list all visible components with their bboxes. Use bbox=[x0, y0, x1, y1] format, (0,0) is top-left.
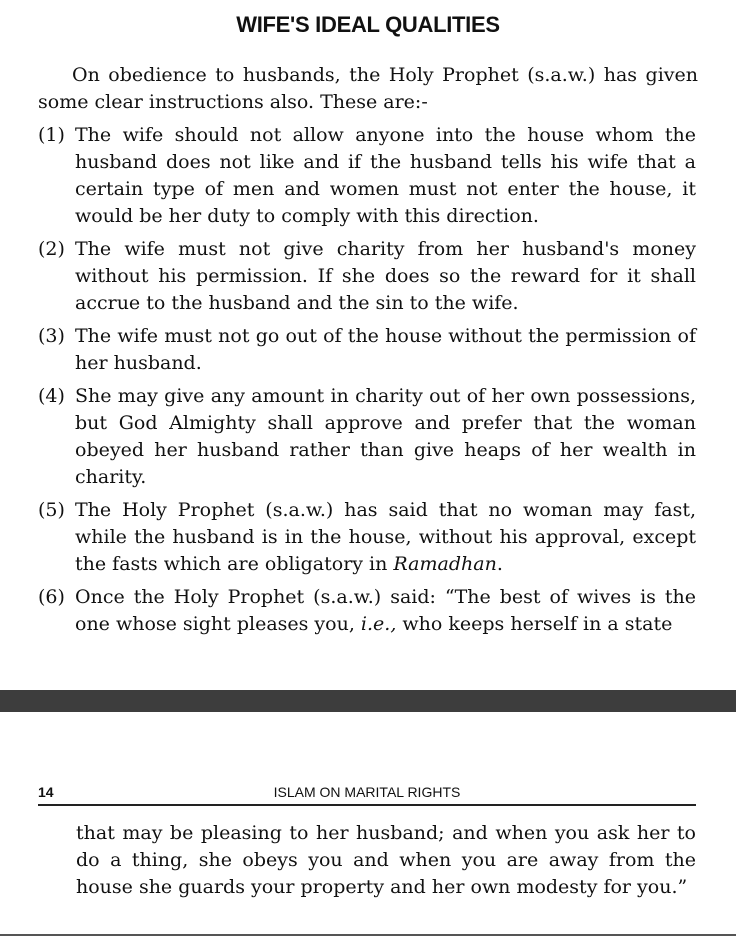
item-number: (1) bbox=[38, 124, 65, 146]
italic-term: i.e., bbox=[360, 613, 397, 635]
list-item bbox=[38, 236, 696, 317]
item-number: (3) bbox=[38, 325, 65, 347]
item-text-part: Once the Holy Prophet (s.a.w.) said: “The best of wives is the one whose sight pleases you, bbox=[75, 586, 696, 635]
item-text-part: . bbox=[496, 553, 503, 575]
item-text: She may give any amount in charity out of her own possessions, but God Almighty shall approve and prefer that the woman obeyed her husband rather than give heaps of her wealth in charity. bbox=[75, 385, 696, 488]
list-item bbox=[38, 383, 696, 491]
item-text-part: who keeps herself in a state bbox=[396, 613, 673, 635]
intro-paragraph: On obedience to husbands, the Holy Prophet (s.a.w.) has given some clear instructions also. These are:- bbox=[38, 64, 698, 113]
item-text bbox=[75, 584, 696, 638]
item-text bbox=[75, 497, 696, 578]
running-header bbox=[38, 784, 696, 806]
list-item bbox=[38, 122, 696, 230]
running-title: ISLAM ON MARITAL RIGHTS bbox=[273, 784, 461, 800]
item-number: (6) bbox=[38, 586, 65, 608]
item-text: The wife must not go out of the house without the permission of her husband. bbox=[75, 325, 696, 374]
item-number: (5) bbox=[38, 499, 65, 521]
section-heading: WIFE'S IDEAL QUALITIES bbox=[236, 12, 500, 37]
item-text-part: The Holy Prophet (s.a.w.) has said that no woman may fast, while the husband is in the house, without his approval, except the fasts which are obligatory in bbox=[75, 499, 696, 575]
list-item bbox=[38, 497, 696, 578]
page-bottom bbox=[0, 712, 736, 936]
item-text: The wife should not allow anyone into the house whom the husband does not like and if the husband tells his wife that a certain type of men and women must not enter the house, it would be her duty to comply with this direction. bbox=[75, 124, 696, 227]
italic-term: Ramadhan bbox=[393, 553, 497, 575]
page-separator bbox=[0, 690, 736, 712]
item-text: The wife must not give charity from her husband's money without his permission. If she does so the reward for it shall accrue to the husband and the sin to the wife. bbox=[75, 238, 696, 314]
list-item bbox=[38, 584, 696, 638]
list-item bbox=[38, 323, 696, 377]
instruction-list bbox=[38, 122, 696, 644]
continuation-paragraph: that may be pleasing to her husband; and when you ask her to do a thing, she obeys you and when you are away from the house she guards your property and her own modesty for you.” bbox=[76, 822, 696, 898]
item-number: (4) bbox=[38, 385, 65, 407]
item-number: (2) bbox=[38, 238, 65, 260]
page-number: 14 bbox=[38, 784, 54, 800]
